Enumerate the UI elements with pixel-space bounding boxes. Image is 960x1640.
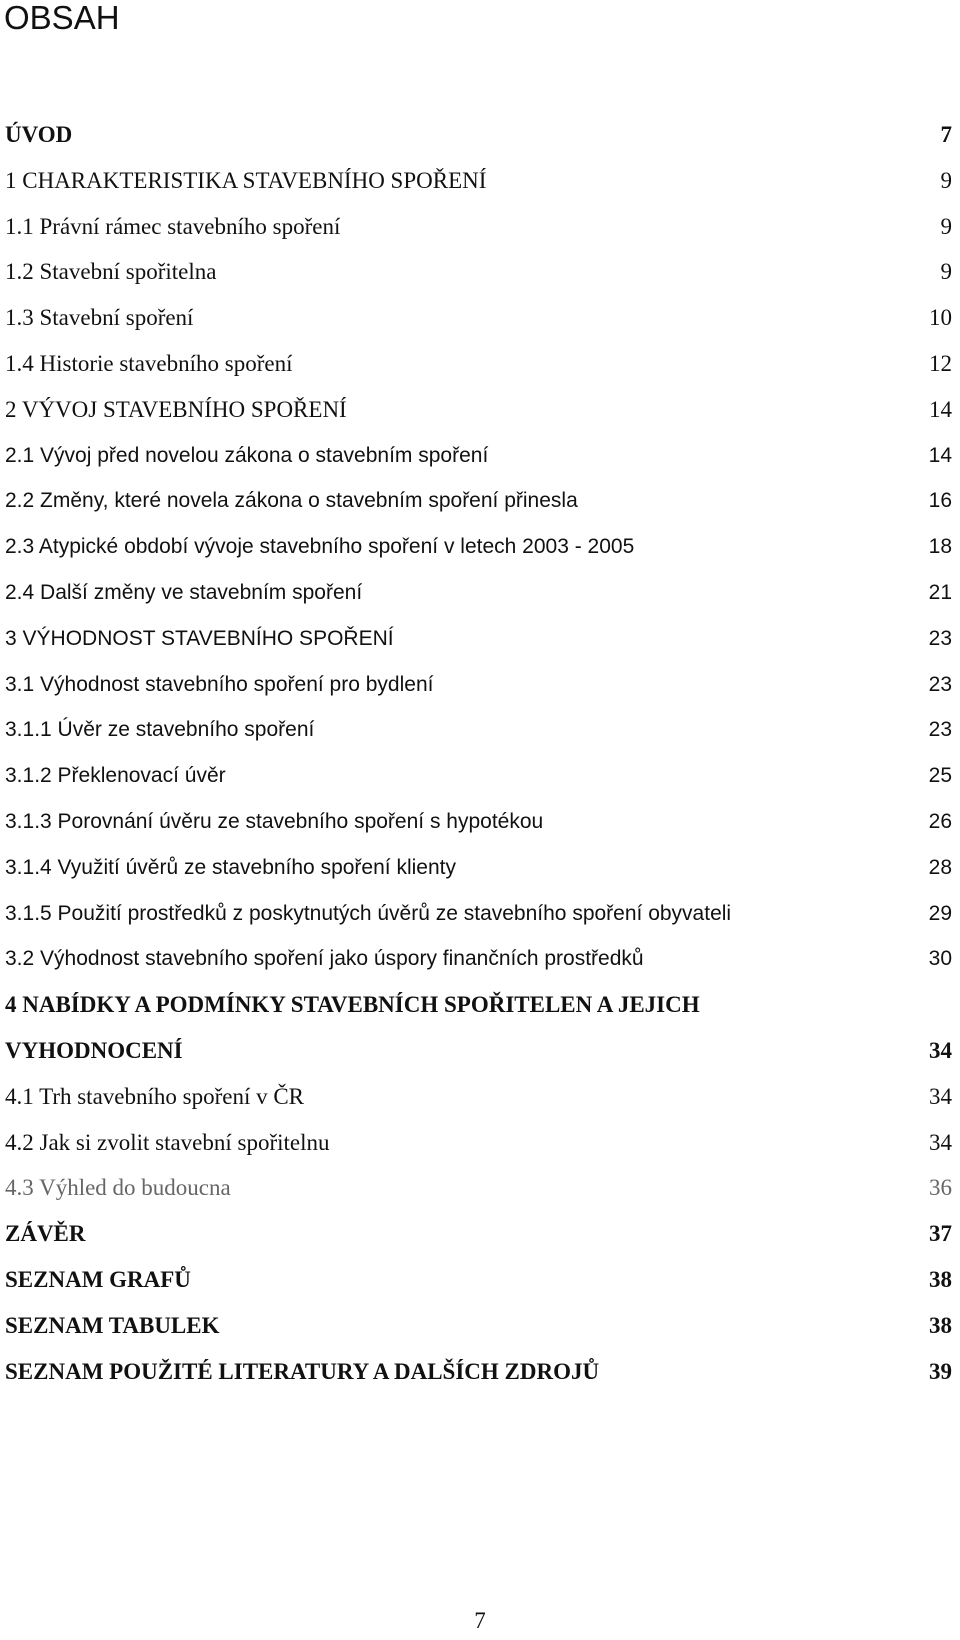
toc-entry-page: 26 <box>928 809 952 833</box>
toc-entry-title: 3.1.1 Úvěr ze stavebního spoření <box>5 718 315 742</box>
toc-entry-title: 2.3 Atypické období vývoje stavebního spoření v letech 2003 - 2005 <box>5 535 635 559</box>
toc-entry-page: 9 <box>940 259 952 285</box>
toc-entry-page: 9 <box>940 213 952 239</box>
toc-entry-title: 3.1.3 Porovnání úvěru ze stavebního spoření s hypotékou <box>5 809 544 833</box>
toc-entry-title: 1.1 Právní rámec stavebního spoření <box>5 213 341 239</box>
toc-entry-title: 3.2 Výhodnost stavebního spoření jako úspory finančních prostředků <box>5 947 644 971</box>
toc-entry-page: 23 <box>928 626 952 650</box>
toc-entry[interactable] <box>5 1303 952 1349</box>
toc-entry-page: 18 <box>928 535 952 559</box>
toc-entry[interactable] <box>5 753 952 799</box>
toc-entry-title: 1.3 Stavební spoření <box>5 305 194 331</box>
page-title: OBSAH <box>4 0 120 36</box>
toc-entry-page: 38 <box>929 1266 952 1292</box>
toc-entry[interactable] <box>5 1165 952 1211</box>
toc-entry[interactable] <box>5 1028 952 1074</box>
toc-entry-title: 3 VÝHODNOST STAVEBNÍHO SPOŘENÍ <box>5 626 394 650</box>
toc-entry-title: 4.1 Trh stavebního spoření v ČR <box>5 1083 305 1109</box>
toc-entry[interactable] <box>5 707 952 753</box>
toc-entry-title: 2.2 Změny, které novela zákona o stavebním spoření přinesla <box>5 489 578 513</box>
toc-entry[interactable] <box>5 1074 952 1120</box>
toc-entry-title: ZÁVĚR <box>5 1221 86 1247</box>
toc-entry[interactable] <box>5 799 952 845</box>
toc-entry-page: 7 <box>940 122 952 147</box>
toc-entry-page: 29 <box>928 901 952 925</box>
toc-entry-page: 30 <box>928 947 952 971</box>
toc-entry[interactable] <box>5 204 952 250</box>
toc-entry-page: 36 <box>929 1175 952 1201</box>
toc-entry[interactable] <box>5 524 952 570</box>
toc-entry[interactable] <box>5 845 952 891</box>
toc-entry-title: 3.1.5 Použití prostředků z poskytnutých úvěrů ze stavebního spoření obyvateli <box>5 901 732 925</box>
toc-entry[interactable] <box>5 387 952 433</box>
toc-entry-page: 37 <box>929 1221 952 1247</box>
toc-entry-title: 2.1 Vývoj před novelou zákona o stavebním spoření <box>5 443 489 467</box>
toc-entry[interactable] <box>5 570 952 616</box>
toc-entry-title: VYHODNOCENÍ <box>5 1037 183 1063</box>
toc-entry[interactable] <box>5 1211 952 1257</box>
toc-entry-page: 34 <box>929 1129 952 1155</box>
toc-entry-page: 34 <box>929 1037 952 1063</box>
toc-entry[interactable] <box>5 112 952 158</box>
toc-entry[interactable] <box>5 1120 952 1166</box>
toc-entry-title: 2.4 Další změny ve stavebním spoření <box>5 580 363 604</box>
toc-entry[interactable] <box>5 982 952 1028</box>
toc-entry-title: 3.1.4 Využití úvěrů ze stavebního spoření klienty <box>5 855 456 879</box>
toc-entry[interactable] <box>5 1349 952 1395</box>
toc-entry-page: 14 <box>928 443 952 467</box>
toc-entry[interactable] <box>5 891 952 937</box>
toc-entry-page: 10 <box>929 305 952 331</box>
toc-entry-title: SEZNAM TABULEK <box>5 1312 220 1338</box>
toc-entry-title: 1.2 Stavební spořitelna <box>5 259 217 285</box>
toc-entry-title: 1 CHARAKTERISTIKA STAVEBNÍHO SPOŘENÍ <box>5 167 487 193</box>
toc-entry-page: 21 <box>928 580 952 604</box>
toc-entry[interactable] <box>5 616 952 662</box>
toc-entry[interactable] <box>5 936 952 982</box>
toc-entry-page: 34 <box>929 1083 952 1109</box>
toc-entry[interactable] <box>5 295 952 341</box>
toc-entry[interactable] <box>5 662 952 708</box>
toc-entry-page: 9 <box>940 167 952 193</box>
toc-entry-page: 23 <box>928 672 952 696</box>
toc-entry[interactable] <box>5 1257 952 1303</box>
toc-entry-page: 28 <box>928 855 952 879</box>
toc-entry-title: 4.2 Jak si zvolit stavební spořitelnu <box>5 1129 330 1155</box>
toc-entry-title: ÚVOD <box>5 122 73 147</box>
toc-entry-title: SEZNAM GRAFŮ <box>5 1266 191 1292</box>
toc-entry-page: 25 <box>928 764 952 788</box>
toc-entry-page: 12 <box>929 350 952 376</box>
toc-entry-page: 23 <box>928 718 952 742</box>
toc-entry-page: 38 <box>929 1312 952 1338</box>
toc-entry[interactable] <box>5 158 952 204</box>
toc-entry-page: 39 <box>929 1358 952 1384</box>
toc-entry-title: 4 NABÍDKY A PODMÍNKY STAVEBNÍCH SPOŘITELEN A JEJICH <box>5 992 700 1018</box>
toc-entry-title: SEZNAM POUŽITÉ LITERATURY A DALŠÍCH ZDROJŮ <box>5 1358 600 1384</box>
toc-entry-title: 2 VÝVOJ STAVEBNÍHO SPOŘENÍ <box>5 396 347 422</box>
toc-entry-title: 3.1 Výhodnost stavebního spoření pro bydlení <box>5 672 434 696</box>
table-of-contents <box>5 112 952 1394</box>
toc-entry[interactable] <box>5 478 952 524</box>
toc-entry-title: 4.3 Výhled do budoucna <box>5 1175 231 1201</box>
toc-entry-page: 16 <box>928 489 952 513</box>
toc-entry[interactable] <box>5 433 952 479</box>
toc-entry-page: 14 <box>929 396 952 422</box>
toc-entry-title: 3.1.2 Překlenovací úvěr <box>5 764 226 788</box>
toc-entry[interactable] <box>5 249 952 295</box>
page-number: 7 <box>474 1608 486 1633</box>
toc-entry-title: 1.4 Historie stavebního spoření <box>5 350 293 376</box>
toc-entry[interactable] <box>5 341 952 387</box>
